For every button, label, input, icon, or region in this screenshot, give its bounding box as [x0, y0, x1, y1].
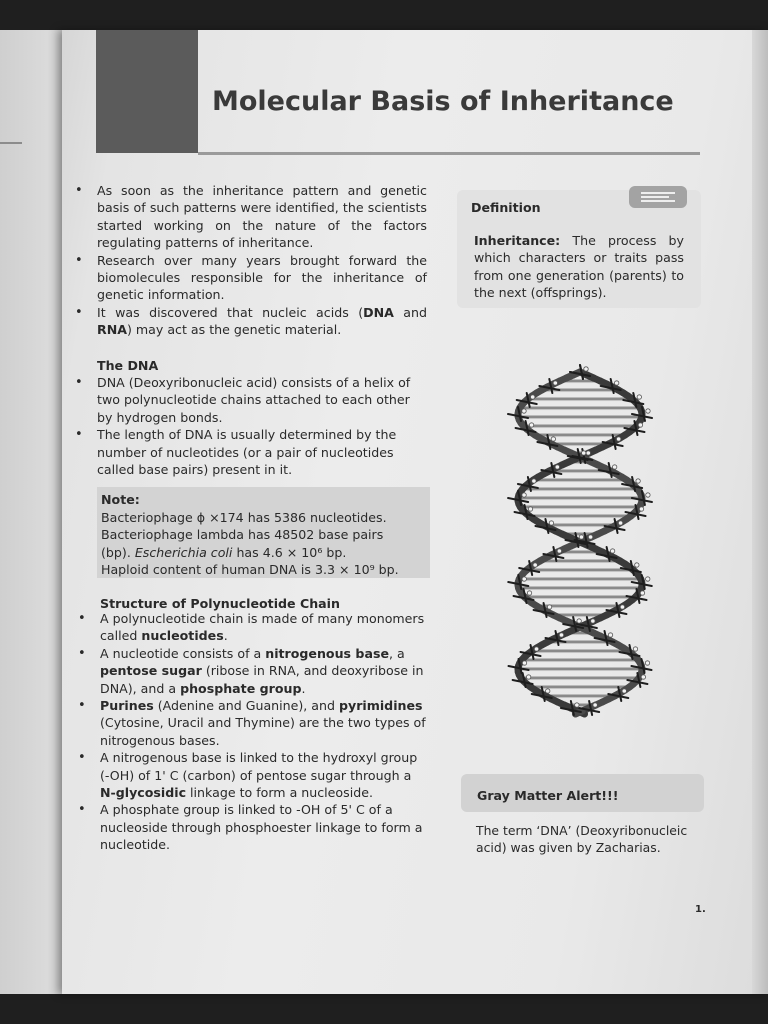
- definition-box: [457, 190, 701, 308]
- list-item: • A polynucleotide chain is made of many monomers called nucleotides.: [70, 610, 430, 645]
- section-heading-dna: The DNA: [97, 358, 159, 373]
- facing-page-rule: [0, 142, 22, 144]
- chapter-header-block: [96, 30, 198, 153]
- note-line: Bacteriophage lambda has 48502 base pairs: [101, 527, 384, 543]
- list-item: • A nucleotide consists of a nitrogenous base, a pentose sugar (ribose in RNA, and deoxyribose in DNA), and a phosphate group.: [70, 645, 430, 697]
- list-item: • Research over many years brought forward the biomolecules responsible for the inheritance of genetic information.: [67, 252, 427, 304]
- list-item: • The length of DNA is usually determined by the number of nucleotides (or a pair of nucleotides called base pairs) present in it.: [67, 426, 427, 478]
- intro-list: [67, 182, 427, 339]
- alert-title: Gray Matter Alert!!!: [477, 788, 619, 803]
- lines-icon: [629, 186, 687, 208]
- dna-list: [67, 374, 427, 478]
- definition-title: Definition: [471, 200, 541, 215]
- note-box: [97, 487, 430, 578]
- list-item: • As soon as the inheritance pattern and genetic basis of such patterns were identified, the scientists started working on the nature of the factors regulating patterns of inheritance.: [67, 182, 427, 252]
- list-item: • Purines (Adenine and Guanine), and pyrimidines (Cytosine, Uracil and Thymine) are the two types of nitrogenous bases.: [70, 697, 430, 749]
- alert-text: The term ‘DNA’ (Deoxyribonucleic acid) was given by Zacharias.: [476, 823, 688, 856]
- note-line: (bp). Escherichia coli has 4.6 × 10⁶ bp.: [101, 544, 347, 560]
- note-line: Bacteriophage ϕ ×174 has 5386 nucleotides.: [101, 509, 387, 525]
- list-item: • DNA (Deoxyribonucleic acid) consists of a helix of two polynucleotide chains attached to each other by hydrogen bonds.: [67, 374, 427, 426]
- note-line: Haploid content of human DNA is 3.3 × 10⁹ bp.: [101, 562, 399, 578]
- list-item: • A nitrogenous base is linked to the hydroxyl group (-OH) of 1' C (carbon) of pentose sugar through a N-glycosidic linkage to form a nucleoside.: [70, 749, 430, 801]
- alert-box: [461, 774, 704, 812]
- title-underline: [198, 152, 700, 155]
- page-edge-shadow: [752, 30, 768, 994]
- definition-text: Inheritance: The process by which characters or traits pass from one generation (parents) to the next (offsprings).: [474, 233, 684, 301]
- list-item: • A phosphate group is linked to -OH of 5' C of a nucleoside through phosphoester linkage to form a nucleotide.: [70, 801, 430, 853]
- section-heading-polynucleotide: Structure of Polynucleotide Chain: [100, 596, 340, 611]
- page-number: 1.: [695, 904, 706, 915]
- note-label: Note:: [101, 492, 140, 507]
- polynucleotide-list: [70, 610, 430, 854]
- list-item: • It was discovered that nucleic acids (DNA and RNA) may act as the genetic material.: [67, 304, 427, 339]
- page-title: Molecular Basis of Inheritance: [212, 86, 674, 117]
- dna-double-helix-icon: [486, 362, 674, 722]
